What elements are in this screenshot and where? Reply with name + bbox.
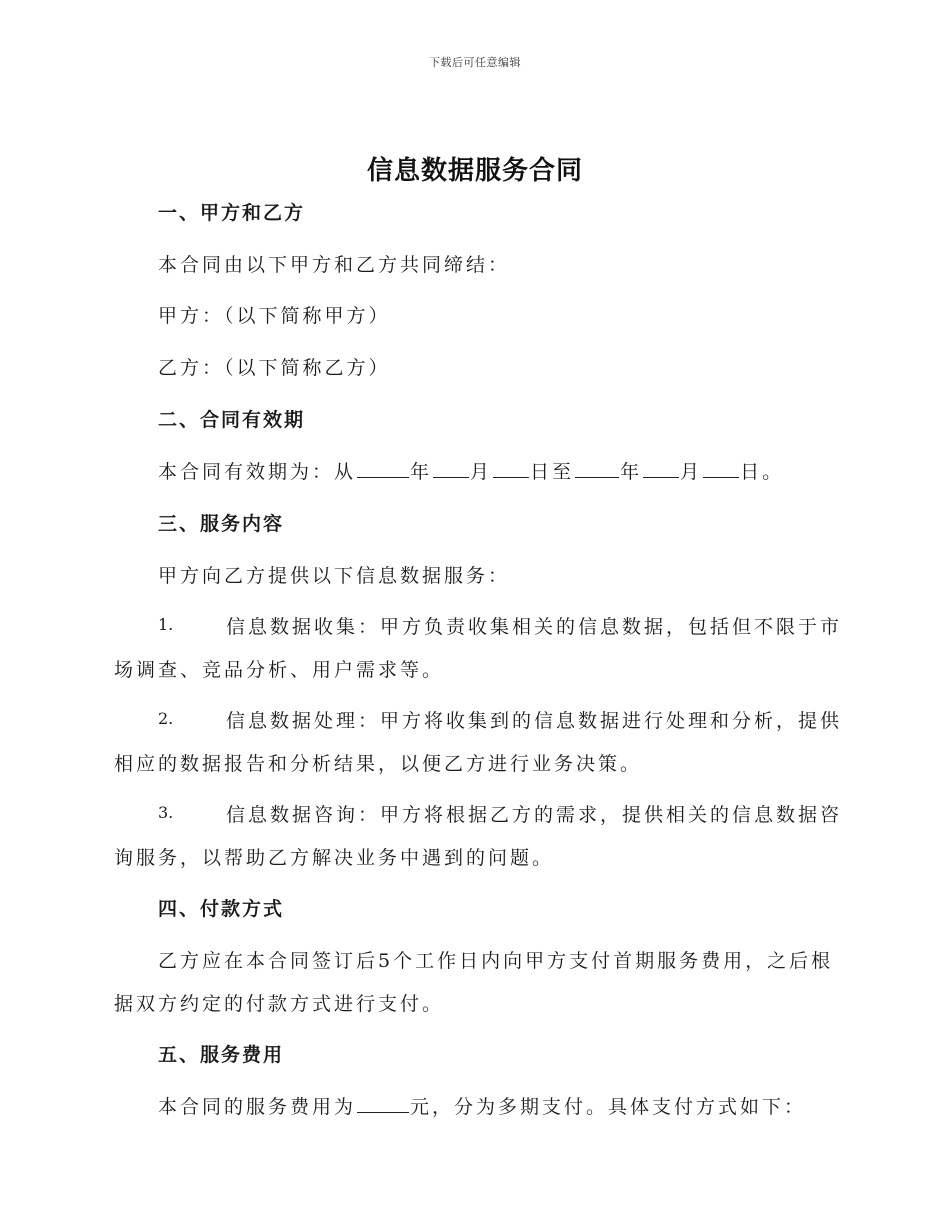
term-text-day-to: 日至 [530,461,575,483]
section-heading-services: 三、服务内容 [158,513,285,535]
section-heading-fees: 五、服务费用 [158,1044,285,1066]
blank-start-month [433,459,469,478]
page-header-note: 下载后可任意编辑 [429,56,521,69]
blank-start-year [357,459,409,478]
payment-method-line-1: 乙方应在本合同签订后5个工作日内向甲方支付首期服务费用，之后根 [158,950,834,972]
party-a-line: 甲方：（以下简称甲方） [158,305,391,327]
term-text-month: 月 [470,461,493,483]
document-title: 信息数据服务合同 [366,156,583,186]
section-heading-term: 二、合同有效期 [158,409,306,431]
blank-fee-amount [357,1094,409,1113]
fees-line [158,1092,806,1119]
term-line [158,457,784,484]
blank-start-day [493,459,529,478]
payment-method-line-2: 据双方约定的付款方式进行支付。 [114,993,445,1015]
term-text-day-end: 日。 [740,461,785,483]
list-item-text: 信息数据咨询：甲方将根据乙方的需求，提供相关的信息数据咨 [226,804,843,826]
term-text-month-2: 月 [680,461,703,483]
blank-end-day [703,459,739,478]
list-item-text: 信息数据收集：甲方负责收集相关的信息数据，包括但不限于市 [226,616,843,638]
list-item-number: 2. [158,709,174,728]
list-item-continuation: 询服务，以帮助乙方解决业务中遇到的问题。 [114,847,555,869]
blank-end-year [575,459,619,478]
fees-text-end: 元，分为多期支付。具体支付方式如下： [410,1096,807,1118]
list-item-continuation: 场调查、竞品分析、用户需求等。 [114,659,445,681]
list-item-text: 信息数据处理：甲方将收集到的信息数据进行处理和分析，提供 [226,710,843,732]
term-text-year: 年 [410,461,433,483]
party-b-line: 乙方：（以下简称乙方） [158,357,391,379]
list-item-number: 3. [158,803,174,822]
section-heading-payment-method: 四、付款方式 [158,898,285,920]
parties-intro: 本合同由以下甲方和乙方共同缔结： [158,254,511,276]
fees-text-start: 本合同的服务费用为 [158,1096,357,1118]
list-item-number: 1. [158,615,174,634]
term-text-year-2: 年 [620,461,643,483]
services-intro: 甲方向乙方提供以下信息数据服务： [158,565,511,587]
list-item-continuation: 相应的数据报告和分析结果，以便乙方进行业务决策。 [114,753,643,775]
term-text-from: 本合同有效期为：从 [158,461,357,483]
blank-end-month [643,459,679,478]
section-heading-parties: 一、甲方和乙方 [158,202,306,224]
